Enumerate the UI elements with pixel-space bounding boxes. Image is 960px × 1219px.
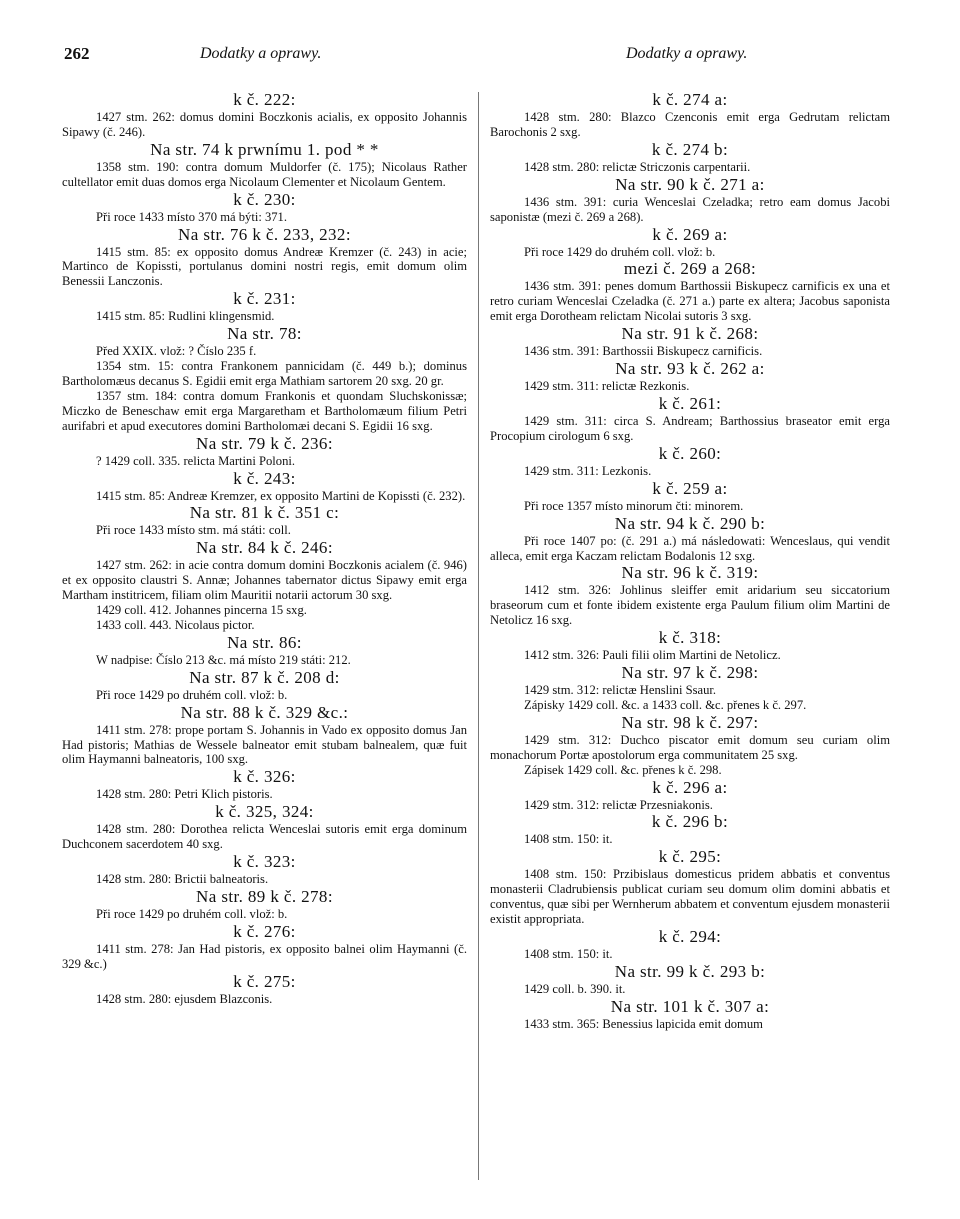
section-heading: k č. 243:	[233, 468, 296, 488]
entry-text: 1429 stm. 312: Duchco piscator emit domum seu curiam olim monachorum Portæ apostolorum erga communitatem 25 sxg.	[490, 732, 890, 762]
right-column	[490, 90, 890, 1032]
section-heading: Na str. 74 k prwnímu 1. pod * *	[150, 139, 379, 159]
section-heading: Na str. 81 k č. 351 c:	[189, 503, 340, 523]
entry-text: 1428 stm. 280: ejusdem Blazconis.	[96, 991, 273, 1006]
section-heading: Na str. 86:	[227, 632, 302, 652]
entry-text: Při roce 1433 místo 370 má býti: 371.	[96, 209, 288, 224]
entry-text: 1412 stm. 326: Pauli filii olim Martini de Netolicz.	[524, 648, 781, 663]
section-heading: mezi č. 269 a 268:	[623, 259, 757, 279]
section-heading: k č. 294:	[658, 927, 722, 946]
entry-text: W nadpise: Číslo 213 &c. má místo 219 státi: 212.	[96, 652, 351, 667]
section-heading: k č. 276:	[233, 921, 296, 941]
entry-text: 1428 stm. 280: Dorothea relicta Wenceslai sutoris emit erga dominum Duchconem sacerdotem 40 sxg.	[62, 822, 467, 852]
page-number: 262	[64, 44, 90, 63]
entry-text: Při roce 1429 do druhém coll. vlož: b.	[524, 244, 716, 259]
section-heading: k č. 296 a:	[652, 777, 728, 797]
entry-text: 1429 stm. 312: relictæ Henslini Ssaur.	[524, 683, 717, 698]
section-heading: k č. 259 a:	[652, 478, 728, 498]
section-heading: Na str. 97 k č. 298:	[621, 663, 759, 683]
entry-text: Při roce 1357 místo minorum čti: minorem.	[524, 498, 744, 513]
entry-text: 1436 stm. 391: Barthossii Biskupecz carnificis.	[524, 344, 763, 359]
entry-text: 1354 stm. 15: contra Frankonem pannicidam (č. 449 b.); dominus Bartholomæus decanus S. Egidii emit erga Mathiam sartorem 20 sxg. 20 gr.	[62, 359, 467, 388]
entry-text: Při roce 1407 po: (č. 291 a.) má následowati: Wenceslaus, qui vendit alleca, emit erga Kaczam relictam Bodalonis 12 sxg.	[490, 533, 890, 563]
entry-text: 1411 stm. 278: Jan Had pistoris, ex opposito balnei olim Haymanni (č. 329 &c.)	[62, 941, 467, 971]
entry-text: 1433 coll. 443. Nicolaus pictor.	[96, 617, 255, 632]
section-heading: k č. 274 a:	[652, 90, 728, 109]
entry-text: Při roce 1433 místo stm. má státi: coll.	[96, 523, 291, 538]
entry-text: 1415 stm. 85: Andreæ Kremzer, ex opposito Martini de Kopissti (č. 232).	[96, 488, 466, 503]
section-heading: Na str. 89 k č. 278:	[196, 887, 333, 906]
section-heading: Na str. 78:	[227, 324, 302, 344]
section-heading: k č. 222:	[233, 90, 296, 109]
entry-text: 1436 stm. 391: curia Wenceslai Czeladka; retro eam domus Jacobi saponistæ (mezi č. 269 a 268).	[490, 194, 890, 224]
section-heading: Na str. 98 k č. 297:	[621, 712, 759, 732]
entry-text: 1412 stm. 326: Johlinus sleiffer emit aridarium seu siccatorium braseorum cum et fonte ibidem existente erga Paulum filium olim Martini de Netolicz 16 sxg.	[490, 583, 890, 628]
entry-text: 1415 stm. 85: ex opposito domus Andreæ Kremzer (č. 243) in acie; Martinco de Kopissti, portulanus domini nostri regis, emit domum olim Benessii Lanczonis.	[62, 244, 467, 289]
entry-text: Při roce 1429 po druhém coll. vlož: b.	[96, 907, 288, 921]
entry-text: 1408 stm. 150: it.	[524, 947, 613, 961]
section-heading: Na str. 93 k č. 262 a:	[615, 359, 765, 379]
section-heading: Na str. 94 k č. 290 b:	[614, 513, 766, 533]
running-title-right: Dodatky a oprawy.	[626, 45, 748, 62]
section-heading: k č. 260:	[658, 443, 722, 463]
entry-text: 1436 stm. 391: penes domum Barthossii Biskupecz carnificis ex una et retro curiam Wenceslai Czeladka (č. 271 a.) parte ex altera; Jacobus saponista emit erga Dorotheam relictam Nicolai sutoris 3 sxg.	[490, 279, 890, 324]
section-heading: k č. 230:	[233, 189, 296, 209]
column-divider	[478, 92, 479, 1180]
section-heading: Na str. 76 k č. 233, 232:	[178, 224, 351, 244]
entry-text: 1415 stm. 85: Rudlini klingensmid.	[96, 309, 275, 324]
section-heading: k č. 261:	[658, 393, 722, 413]
entry-text: 1358 stm. 190: contra domum Muldorfer (č. 175); Nicolaus Rather cultellator emit duas domos erga Nicolaum Clementer et Nicolaum Gentem.	[62, 159, 467, 189]
entry-text: 1408 stm. 150: it.	[524, 832, 613, 847]
section-heading: k č. 275:	[233, 971, 296, 991]
entry-text: 1428 stm. 280: Brictii balneatoris.	[96, 872, 269, 887]
section-heading: k č. 325, 324:	[215, 802, 314, 822]
entry-text: 1427 stm. 262: in acie contra domum domini Boczkonis acialem (č. 946) et ex opposito claustri S. Annæ; Johannes tabernator dictus Sipawy emit erga Martham institricem, filiam olim Mauritii notarii actorum 30 sxg.	[62, 558, 467, 603]
entry-text: ? 1429 coll. 335. relicta Martini Poloni.	[96, 453, 296, 468]
entry-text: Zápisky 1429 coll. &c. a 1433 coll. &c. přenes k č. 297.	[524, 697, 807, 712]
section-heading: Na str. 101 k č. 307 a:	[610, 996, 770, 1016]
entry-text: 1408 stm. 150: Przibislaus domesticus pridem abbatis et conventus monasterii Cladrubiensis publicat curiam seu domum olim domini abbatis et conventus, quæ sibi per Wernherum abbatem et conventum ejusdem monasterii existit appropriata.	[490, 867, 890, 927]
section-heading: Na str. 96 k č. 319:	[621, 563, 759, 583]
entry-text: 1428 stm. 280: Blazco Czenconis emit erga Gedrutam relictam Barochonis 2 sxg.	[490, 110, 890, 139]
section-heading: Na str. 91 k č. 268:	[621, 324, 759, 344]
section-heading: Na str. 84 k č. 246:	[196, 538, 333, 558]
section-heading: k č. 269 a:	[652, 224, 728, 244]
section-heading: Na str. 99 k č. 293 b:	[614, 961, 766, 981]
entry-text: 1428 stm. 280: Petri Klich pistoris.	[96, 787, 273, 802]
left-column	[62, 90, 467, 1007]
entry-text: 1433 stm. 365: Benessius lapicida emit domum	[524, 1016, 763, 1031]
section-heading: Na str. 79 k č. 236:	[196, 433, 333, 453]
section-heading: k č. 323:	[233, 852, 296, 872]
entry-text: 1429 stm. 311: Lezkonis.	[524, 463, 652, 478]
entry-text: 1357 stm. 184: contra domum Frankonis et quondam Sluchskonissæ; Miczko de Beneschaw emit erga Margaretham et Bartholomæum filium Petri aurifabri et apud executores domini Bartholomæi decani S. Egidii 16 sxg.	[62, 388, 467, 433]
entry-text: 1429 stm. 312: relictæ Przesniakonis.	[524, 797, 713, 812]
section-heading: k č. 231:	[233, 289, 296, 309]
section-heading: Na str. 87 k č. 208 d:	[189, 667, 340, 687]
entry-text: Při roce 1429 po druhém coll. vlož: b.	[96, 687, 288, 702]
entry-text: 1428 stm. 280: relictæ Striczonis carpentarii.	[524, 159, 751, 174]
section-heading: k č. 295:	[658, 847, 722, 867]
entry-text: Před XXIX. vlož: ? Číslo 235 f.	[96, 344, 257, 359]
entry-text: 1429 stm. 311: relictæ Rezkonis.	[524, 379, 690, 394]
section-heading: Na str. 90 k č. 271 a:	[615, 174, 765, 194]
page-header	[0, 44, 960, 68]
entry-text: 1429 coll. b. 390. it.	[524, 981, 626, 996]
section-heading: k č. 274 b:	[651, 139, 729, 159]
entry-text: 1427 stm. 262: domus domini Boczkonis acialis, ex opposito Johannis Sipawy (č. 246).	[62, 110, 467, 139]
running-title-left: Dodatky a oprawy.	[200, 45, 322, 62]
section-heading: Na str. 88 k č. 329 &c.:	[180, 702, 349, 722]
section-heading: k č. 296 b:	[651, 812, 729, 832]
entry-text: 1429 stm. 311: circa S. Andream; Barthossius braseator emit erga Procopium cirologum 6 sxg.	[490, 413, 890, 443]
section-heading: k č. 326:	[233, 767, 296, 787]
entry-text: Zápisek 1429 coll. &c. přenes k č. 298.	[524, 762, 722, 777]
entry-text: 1429 coll. 412. Johannes pincerna 15 sxg.	[96, 603, 307, 618]
section-heading: k č. 318:	[658, 628, 722, 648]
entry-text: 1411 stm. 278: prope portam S. Johannis in Vado ex opposito domus Jan Had pistoris; Mathias de Wessele balneator emit stubam balnealem, quæ fuit olim Haymanni balneatoris, 100 sxg.	[62, 722, 467, 767]
